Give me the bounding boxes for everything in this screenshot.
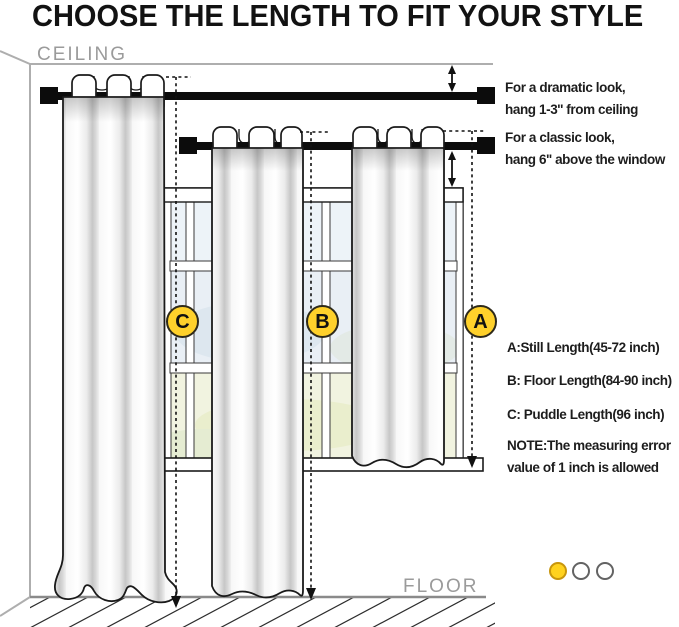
note-line1: NOTE:The measuring error — [507, 438, 671, 453]
floor-label: FLOOR — [403, 576, 479, 597]
classic-look-line2: hang 6'' above the window — [505, 152, 665, 167]
length-c-description: C: Puddle Length(96 inch) — [507, 407, 665, 422]
curtain-puddle-length — [55, 97, 177, 602]
curtain-floor-length — [212, 148, 303, 597]
curtain-still-length — [352, 148, 444, 467]
marker-c: C — [166, 305, 199, 338]
note-line2: value of 1 inch is allowed — [507, 460, 659, 475]
rod-finial-right — [477, 137, 495, 154]
floor-corner-line — [0, 597, 30, 616]
window-stile-right — [456, 202, 463, 458]
pagination-dot[interactable] — [572, 562, 590, 580]
hang-distance-arrows — [448, 65, 456, 187]
ceiling-label: CEILING — [37, 44, 128, 65]
marker-b: B — [306, 305, 339, 338]
length-a-description: A:Still Length(45-72 inch) — [507, 340, 660, 355]
dramatic-look-line1: For a dramatic look, — [505, 80, 626, 95]
pagination-dot[interactable] — [596, 562, 614, 580]
pagination-dot-active[interactable] — [549, 562, 567, 580]
marker-a: A — [464, 305, 497, 338]
rod-finial-left — [40, 87, 58, 104]
rod-finial-left — [179, 137, 197, 154]
measuring-error-note — [507, 435, 671, 479]
classic-look-note — [505, 127, 665, 171]
classic-look-line1: For a classic look, — [505, 130, 615, 145]
dramatic-look-note — [505, 77, 638, 121]
length-b-description: B: Floor Length(84-90 inch) — [507, 373, 672, 388]
floor-hatching — [0, 596, 546, 627]
dramatic-look-line2: hang 1-3'' from ceiling — [505, 102, 638, 117]
rod-finial-right — [477, 87, 495, 104]
page-title: CHOOSE THE LENGTH TO FIT YOUR STYLE — [32, 0, 644, 34]
